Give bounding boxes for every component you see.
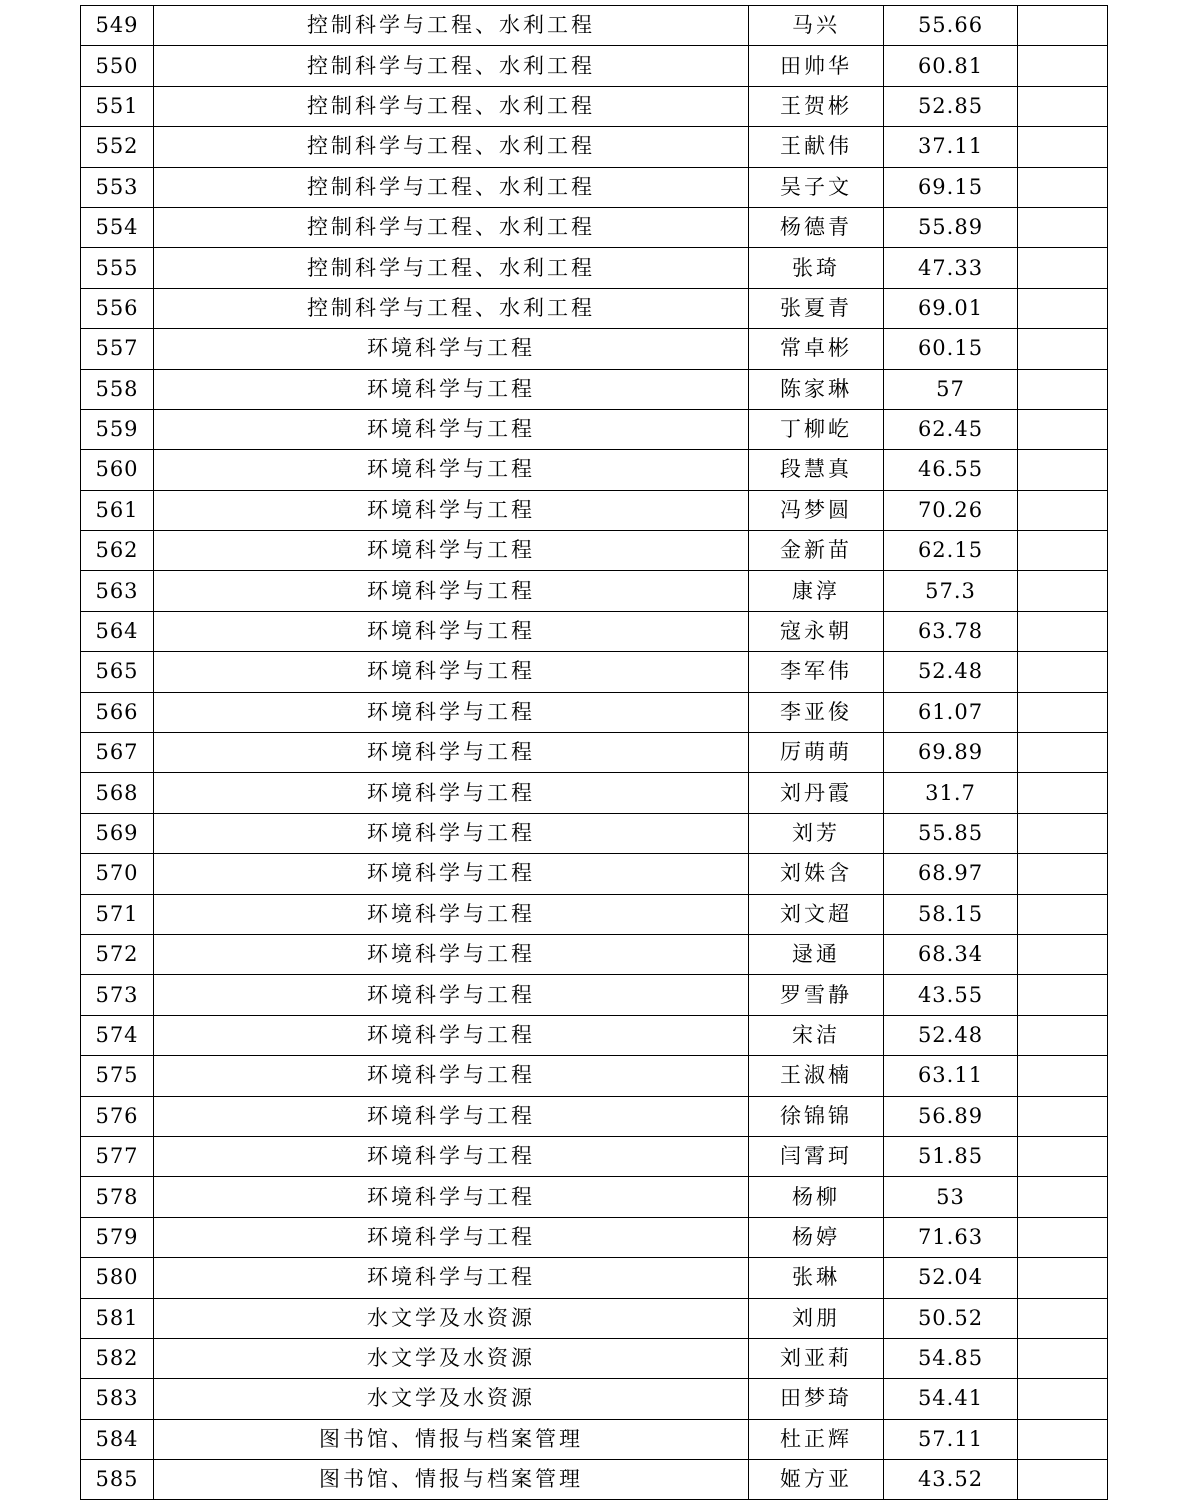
table-row (81, 611, 1108, 651)
student-name-cell: 张琳 (749, 1258, 884, 1298)
student-name-cell: 杨柳 (749, 1177, 884, 1217)
major-cell: 环境科学与工程 (154, 1217, 749, 1257)
remark-cell (1018, 934, 1108, 974)
table-row (81, 207, 1108, 247)
row-number: 562 (81, 531, 154, 571)
student-name-cell: 金新苗 (749, 531, 884, 571)
row-number: 554 (81, 207, 154, 247)
table-row (81, 6, 1108, 46)
score-cell: 50.52 (884, 1298, 1018, 1338)
score-cell: 56.89 (884, 1096, 1018, 1136)
remark-cell (1018, 1136, 1108, 1176)
major-cell: 环境科学与工程 (154, 1258, 749, 1298)
major-cell: 环境科学与工程 (154, 692, 749, 732)
remark-cell (1018, 1258, 1108, 1298)
major-cell: 控制科学与工程、水利工程 (154, 86, 749, 126)
table-row (81, 86, 1108, 126)
row-number: 583 (81, 1379, 154, 1419)
score-cell: 69.89 (884, 733, 1018, 773)
row-number: 555 (81, 248, 154, 288)
row-number: 567 (81, 733, 154, 773)
remark-cell (1018, 692, 1108, 732)
row-number: 557 (81, 329, 154, 369)
student-name-cell: 陈家琳 (749, 369, 884, 409)
row-number: 582 (81, 1338, 154, 1378)
student-name-cell: 刘丹霞 (749, 773, 884, 813)
table-row (81, 1419, 1108, 1459)
row-number: 574 (81, 1015, 154, 1055)
student-name-cell: 王献伟 (749, 127, 884, 167)
score-cell: 70.26 (884, 490, 1018, 530)
table-row (81, 1177, 1108, 1217)
table-row (81, 531, 1108, 571)
student-name-cell: 王贺彬 (749, 86, 884, 126)
major-cell: 控制科学与工程、水利工程 (154, 127, 749, 167)
student-name-cell: 徐锦锦 (749, 1096, 884, 1136)
major-cell: 环境科学与工程 (154, 1015, 749, 1055)
remark-cell (1018, 6, 1108, 46)
table-row (81, 652, 1108, 692)
major-cell: 环境科学与工程 (154, 1096, 749, 1136)
remark-cell (1018, 1460, 1108, 1500)
score-cell: 46.55 (884, 450, 1018, 490)
row-number: 553 (81, 167, 154, 207)
major-cell: 环境科学与工程 (154, 854, 749, 894)
score-cell: 61.07 (884, 692, 1018, 732)
remark-cell (1018, 652, 1108, 692)
row-number: 578 (81, 1177, 154, 1217)
remark-cell (1018, 1056, 1108, 1096)
major-cell: 环境科学与工程 (154, 409, 749, 449)
table-row (81, 329, 1108, 369)
row-number: 569 (81, 813, 154, 853)
student-name-cell: 刘文超 (749, 894, 884, 934)
major-cell: 环境科学与工程 (154, 531, 749, 571)
row-number: 561 (81, 490, 154, 530)
score-cell: 63.11 (884, 1056, 1018, 1096)
remark-cell (1018, 369, 1108, 409)
table-row (81, 46, 1108, 86)
row-number: 577 (81, 1136, 154, 1176)
major-cell: 水文学及水资源 (154, 1338, 749, 1378)
major-cell: 水文学及水资源 (154, 1298, 749, 1338)
student-name-cell: 田帅华 (749, 46, 884, 86)
remark-cell (1018, 248, 1108, 288)
table-row (81, 1096, 1108, 1136)
table-row (81, 1298, 1108, 1338)
row-number: 565 (81, 652, 154, 692)
student-name-cell: 常卓彬 (749, 329, 884, 369)
table-row (81, 1136, 1108, 1176)
row-number: 566 (81, 692, 154, 732)
student-name-cell: 杜正辉 (749, 1419, 884, 1459)
row-number: 585 (81, 1460, 154, 1500)
row-number: 580 (81, 1258, 154, 1298)
major-cell: 环境科学与工程 (154, 1136, 749, 1176)
major-cell: 环境科学与工程 (154, 652, 749, 692)
row-number: 560 (81, 450, 154, 490)
student-name-cell: 寇永朝 (749, 611, 884, 651)
student-name-cell: 吴子文 (749, 167, 884, 207)
table-row (81, 1258, 1108, 1298)
table-row (81, 894, 1108, 934)
score-cell: 68.97 (884, 854, 1018, 894)
major-cell: 控制科学与工程、水利工程 (154, 167, 749, 207)
remark-cell (1018, 894, 1108, 934)
major-cell: 环境科学与工程 (154, 571, 749, 611)
major-cell: 环境科学与工程 (154, 450, 749, 490)
student-name-cell: 闫霄珂 (749, 1136, 884, 1176)
student-name-cell: 康淳 (749, 571, 884, 611)
remark-cell (1018, 167, 1108, 207)
table-row (81, 167, 1108, 207)
remark-cell (1018, 531, 1108, 571)
score-cell: 37.11 (884, 127, 1018, 167)
score-cell: 55.66 (884, 6, 1018, 46)
score-cell: 54.85 (884, 1338, 1018, 1378)
row-number: 551 (81, 86, 154, 126)
remark-cell (1018, 127, 1108, 167)
table-row (81, 692, 1108, 732)
score-cell: 47.33 (884, 248, 1018, 288)
row-number: 579 (81, 1217, 154, 1257)
table-row (81, 1460, 1108, 1500)
table-row (81, 975, 1108, 1015)
score-cell: 69.15 (884, 167, 1018, 207)
table-row (81, 854, 1108, 894)
student-name-cell: 段慧真 (749, 450, 884, 490)
row-number: 581 (81, 1298, 154, 1338)
score-cell: 52.04 (884, 1258, 1018, 1298)
major-cell: 环境科学与工程 (154, 369, 749, 409)
student-name-cell: 杨婷 (749, 1217, 884, 1257)
row-number: 550 (81, 46, 154, 86)
remark-cell (1018, 571, 1108, 611)
row-number: 556 (81, 288, 154, 328)
student-name-cell: 田梦琦 (749, 1379, 884, 1419)
table-row (81, 490, 1108, 530)
score-cell: 53 (884, 1177, 1018, 1217)
score-table (80, 5, 1108, 1500)
score-cell: 60.15 (884, 329, 1018, 369)
score-cell: 62.15 (884, 531, 1018, 571)
remark-cell (1018, 1217, 1108, 1257)
score-cell: 31.7 (884, 773, 1018, 813)
row-number: 568 (81, 773, 154, 813)
row-number: 563 (81, 571, 154, 611)
score-cell: 68.34 (884, 934, 1018, 974)
score-cell: 43.55 (884, 975, 1018, 1015)
major-cell: 环境科学与工程 (154, 611, 749, 651)
student-name-cell: 张琦 (749, 248, 884, 288)
row-number: 573 (81, 975, 154, 1015)
remark-cell (1018, 1338, 1108, 1378)
major-cell: 环境科学与工程 (154, 1056, 749, 1096)
major-cell: 环境科学与工程 (154, 894, 749, 934)
student-name-cell: 冯梦圆 (749, 490, 884, 530)
score-cell: 57.11 (884, 1419, 1018, 1459)
table-row (81, 288, 1108, 328)
remark-cell (1018, 813, 1108, 853)
major-cell: 环境科学与工程 (154, 733, 749, 773)
remark-cell (1018, 854, 1108, 894)
score-table-body (81, 6, 1108, 1500)
remark-cell (1018, 288, 1108, 328)
score-cell: 69.01 (884, 288, 1018, 328)
table-row (81, 571, 1108, 611)
remark-cell (1018, 611, 1108, 651)
table-row (81, 773, 1108, 813)
remark-cell (1018, 207, 1108, 247)
major-cell: 环境科学与工程 (154, 329, 749, 369)
row-number: 584 (81, 1419, 154, 1459)
major-cell: 环境科学与工程 (154, 773, 749, 813)
table-row (81, 934, 1108, 974)
row-number: 558 (81, 369, 154, 409)
major-cell: 水文学及水资源 (154, 1379, 749, 1419)
major-cell: 环境科学与工程 (154, 934, 749, 974)
row-number: 575 (81, 1056, 154, 1096)
score-cell: 71.63 (884, 1217, 1018, 1257)
student-name-cell: 王淑楠 (749, 1056, 884, 1096)
major-cell: 环境科学与工程 (154, 975, 749, 1015)
table-row (81, 369, 1108, 409)
score-cell: 57 (884, 369, 1018, 409)
remark-cell (1018, 46, 1108, 86)
row-number: 552 (81, 127, 154, 167)
student-name-cell: 刘朋 (749, 1298, 884, 1338)
score-cell: 54.41 (884, 1379, 1018, 1419)
table-row (81, 127, 1108, 167)
remark-cell (1018, 450, 1108, 490)
major-cell: 控制科学与工程、水利工程 (154, 248, 749, 288)
major-cell: 图书馆、情报与档案管理 (154, 1419, 749, 1459)
remark-cell (1018, 1177, 1108, 1217)
major-cell: 图书馆、情报与档案管理 (154, 1460, 749, 1500)
student-name-cell: 姬方亚 (749, 1460, 884, 1500)
major-cell: 环境科学与工程 (154, 490, 749, 530)
row-number: 576 (81, 1096, 154, 1136)
row-number: 572 (81, 934, 154, 974)
student-name-cell: 刘亚莉 (749, 1338, 884, 1378)
score-cell: 55.85 (884, 813, 1018, 853)
score-cell: 58.15 (884, 894, 1018, 934)
row-number: 559 (81, 409, 154, 449)
student-name-cell: 丁柳屹 (749, 409, 884, 449)
major-cell: 控制科学与工程、水利工程 (154, 6, 749, 46)
table-row (81, 1338, 1108, 1378)
student-name-cell: 刘芳 (749, 813, 884, 853)
remark-cell (1018, 1379, 1108, 1419)
major-cell: 控制科学与工程、水利工程 (154, 207, 749, 247)
student-name-cell: 宋洁 (749, 1015, 884, 1055)
row-number: 549 (81, 6, 154, 46)
score-cell: 52.85 (884, 86, 1018, 126)
score-cell: 63.78 (884, 611, 1018, 651)
table-row (81, 1217, 1108, 1257)
remark-cell (1018, 773, 1108, 813)
row-number: 564 (81, 611, 154, 651)
student-name-cell: 罗雪静 (749, 975, 884, 1015)
score-cell: 52.48 (884, 1015, 1018, 1055)
score-cell: 55.89 (884, 207, 1018, 247)
table-row (81, 1015, 1108, 1055)
row-number: 570 (81, 854, 154, 894)
score-cell: 51.85 (884, 1136, 1018, 1176)
table-row (81, 1056, 1108, 1096)
student-name-cell: 张夏青 (749, 288, 884, 328)
table-row (81, 409, 1108, 449)
student-name-cell: 李亚俊 (749, 692, 884, 732)
remark-cell (1018, 329, 1108, 369)
major-cell: 控制科学与工程、水利工程 (154, 288, 749, 328)
student-name-cell: 李军伟 (749, 652, 884, 692)
remark-cell (1018, 1298, 1108, 1338)
student-name-cell: 杨德青 (749, 207, 884, 247)
remark-cell (1018, 975, 1108, 1015)
student-name-cell: 马兴 (749, 6, 884, 46)
score-cell: 52.48 (884, 652, 1018, 692)
table-row (81, 1379, 1108, 1419)
remark-cell (1018, 86, 1108, 126)
remark-cell (1018, 1015, 1108, 1055)
table-row (81, 813, 1108, 853)
remark-cell (1018, 490, 1108, 530)
remark-cell (1018, 409, 1108, 449)
row-number: 571 (81, 894, 154, 934)
student-name-cell: 逯通 (749, 934, 884, 974)
remark-cell (1018, 1419, 1108, 1459)
student-name-cell: 刘姝含 (749, 854, 884, 894)
student-name-cell: 厉萌萌 (749, 733, 884, 773)
score-cell: 43.52 (884, 1460, 1018, 1500)
score-cell: 60.81 (884, 46, 1018, 86)
table-row (81, 450, 1108, 490)
score-cell: 62.45 (884, 409, 1018, 449)
major-cell: 环境科学与工程 (154, 813, 749, 853)
major-cell: 控制科学与工程、水利工程 (154, 46, 749, 86)
table-row (81, 248, 1108, 288)
major-cell: 环境科学与工程 (154, 1177, 749, 1217)
table-row (81, 733, 1108, 773)
remark-cell (1018, 1096, 1108, 1136)
remark-cell (1018, 733, 1108, 773)
score-cell: 57.3 (884, 571, 1018, 611)
